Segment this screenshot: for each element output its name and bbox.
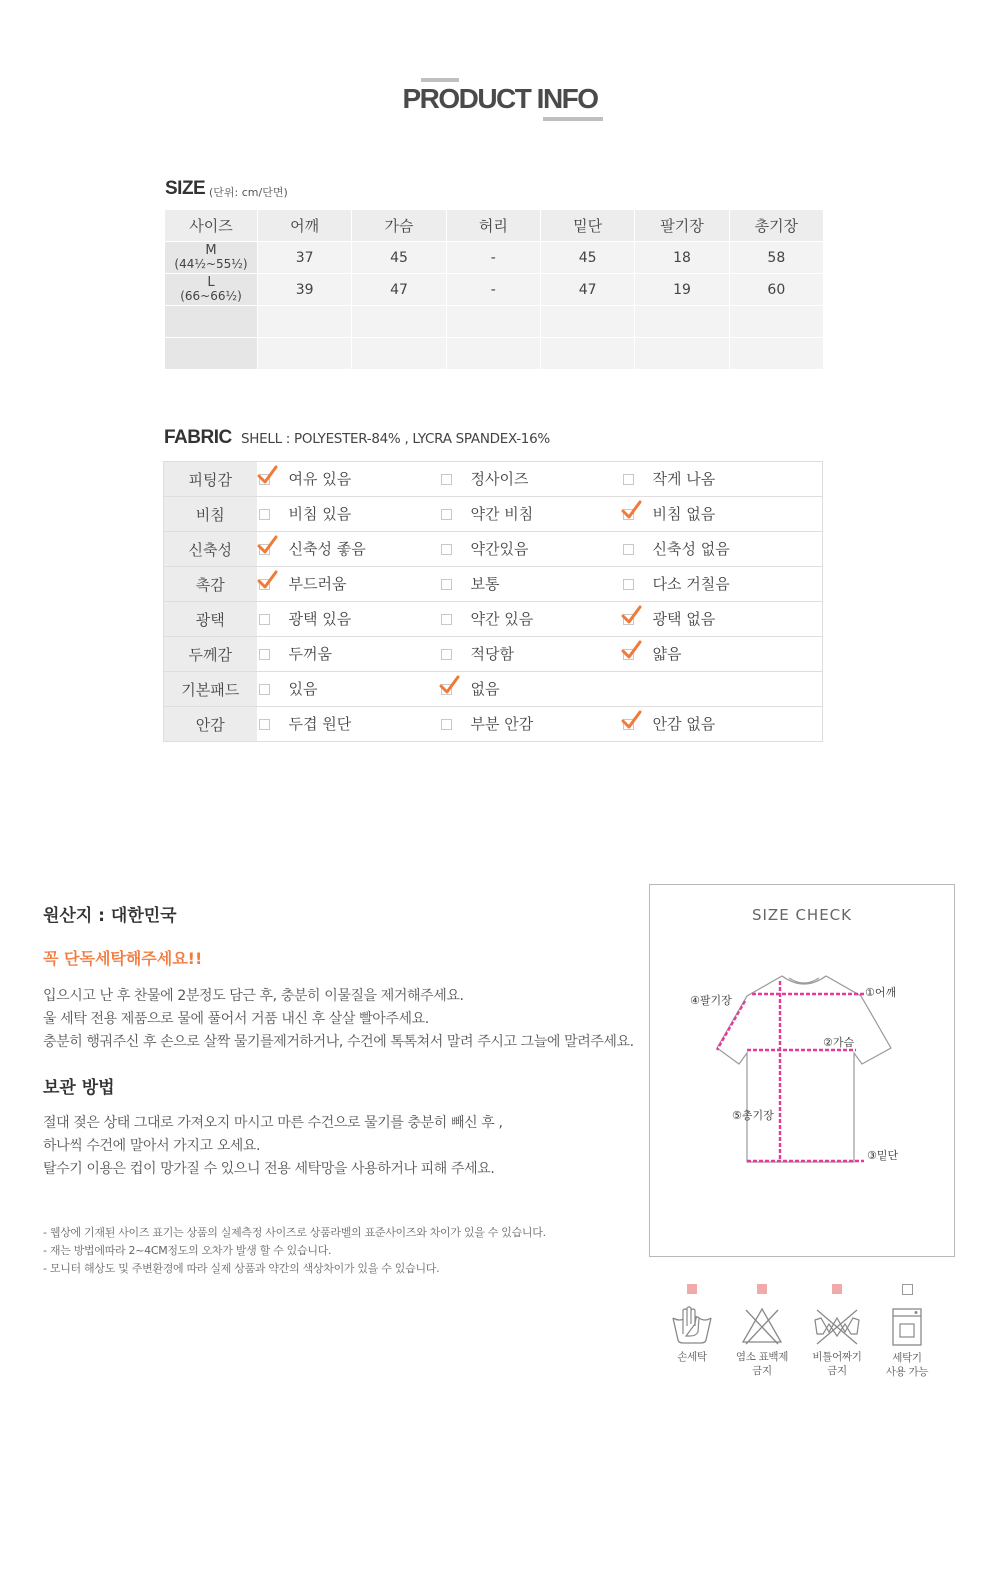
fabric-option bbox=[439, 602, 621, 636]
fabric-option-label: 비침 있음 bbox=[288, 505, 352, 523]
fabric-option-cell bbox=[257, 602, 439, 637]
fabric-option-label: 비침 없음 bbox=[652, 505, 716, 523]
fabric-row-label: 광택 bbox=[164, 602, 257, 637]
checkbox-icon bbox=[441, 614, 452, 625]
fabric-option-label: 광택 없음 bbox=[652, 610, 716, 628]
storage-title: 보관 방법 bbox=[43, 1078, 115, 1098]
size-unit: (단위: cm/단면) bbox=[209, 186, 288, 199]
fabric-option bbox=[257, 567, 439, 601]
empty-cell bbox=[446, 306, 540, 338]
length-label: ⑤총기장 bbox=[732, 1109, 774, 1122]
size-value: 47 bbox=[540, 274, 634, 306]
no-wring-icon bbox=[813, 1306, 861, 1346]
empty-cell bbox=[258, 306, 352, 338]
fabric-option-label: 있음 bbox=[288, 680, 318, 698]
fabric-option bbox=[439, 637, 621, 671]
fabric-option bbox=[439, 532, 621, 566]
fabric-option-label: 정사이즈 bbox=[470, 470, 529, 488]
empty-cell bbox=[729, 338, 823, 370]
fabric-option-cell bbox=[439, 497, 621, 532]
fabric-option bbox=[257, 672, 439, 706]
checkbox-icon bbox=[441, 474, 452, 485]
fabric-option bbox=[439, 567, 621, 601]
empty-cell bbox=[635, 338, 729, 370]
wash-icon-label: 손세탁 bbox=[677, 1351, 707, 1363]
fabric-row-label: 신축성 bbox=[164, 532, 257, 567]
size-value: 47 bbox=[352, 274, 446, 306]
fabric-option-cell bbox=[621, 497, 823, 532]
fabric-option bbox=[621, 637, 823, 671]
selected-indicator bbox=[757, 1284, 767, 1294]
fabric-row bbox=[164, 497, 823, 532]
size-value: 60 bbox=[729, 274, 823, 306]
empty-cell bbox=[540, 338, 634, 370]
fabric-row-label: 촉감 bbox=[164, 567, 257, 602]
check-icon bbox=[256, 465, 278, 487]
wash-icon-no-bleach bbox=[722, 1284, 802, 1378]
fabric-option-cell bbox=[439, 602, 621, 637]
fabric-option-cell bbox=[621, 707, 823, 742]
fabric-option-cell bbox=[439, 637, 621, 672]
label-line-1: 세탁기 bbox=[892, 1352, 922, 1364]
fabric-option-cell bbox=[257, 637, 439, 672]
fabric-option-label: 신축성 없음 bbox=[652, 540, 730, 558]
sleeve-label: ④팔기장 bbox=[690, 994, 732, 1007]
empty-cell bbox=[540, 306, 634, 338]
size-name: L bbox=[207, 275, 215, 290]
size-table bbox=[164, 209, 824, 370]
fabric-option bbox=[257, 637, 439, 671]
disclaimer-note: - 모니터 해상도 및 주변환경에 따라 실제 상품과 약간의 색상차이가 있을 수 있습니다. bbox=[43, 1262, 440, 1275]
fabric-option bbox=[621, 567, 823, 601]
tshirt-diagram bbox=[649, 884, 955, 1257]
fabric-option-cell bbox=[257, 497, 439, 532]
fabric-option bbox=[257, 462, 439, 496]
fabric-option-cell bbox=[257, 462, 439, 497]
size-col-header: 밑단 bbox=[540, 210, 634, 242]
fabric-option-label: 광택 있음 bbox=[288, 610, 352, 628]
size-col-header: 사이즈 bbox=[165, 210, 258, 242]
size-col-header: 팔기장 bbox=[635, 210, 729, 242]
fabric-option bbox=[621, 532, 823, 566]
fabric-row-label: 안감 bbox=[164, 707, 257, 742]
wash-instruction: 충분히 행궈주신 후 손으로 살짝 물기를제거하거나, 수건에 톡톡쳐서 말려 주시고 그늘에 말려주세요. bbox=[43, 1034, 634, 1050]
fabric-option bbox=[621, 462, 823, 496]
fabric-option bbox=[621, 602, 823, 636]
checkbox-icon bbox=[623, 579, 634, 590]
fabric-option bbox=[621, 707, 823, 741]
checkbox-icon bbox=[259, 614, 270, 625]
fabric-row bbox=[164, 602, 823, 637]
fabric-option-cell bbox=[257, 532, 439, 567]
checkbox-icon bbox=[441, 649, 452, 660]
size-label-cell bbox=[165, 274, 258, 306]
wash-icon-washer bbox=[867, 1284, 947, 1379]
header-bar-top bbox=[421, 78, 459, 82]
size-label-cell bbox=[165, 242, 258, 274]
fabric-option-label: 보통 bbox=[470, 575, 500, 593]
hem-label: ③밑단 bbox=[867, 1149, 899, 1162]
fabric-option-cell bbox=[257, 672, 439, 707]
fabric-option-label: 약간 비침 bbox=[470, 505, 534, 523]
size-value: 39 bbox=[258, 274, 352, 306]
hand-wash-icon bbox=[670, 1306, 714, 1346]
check-icon bbox=[256, 570, 278, 592]
wash-warning: 꼭 단독세탁해주세요!! bbox=[43, 949, 203, 968]
fabric-row bbox=[164, 567, 823, 602]
wash-icon-label bbox=[722, 1350, 802, 1378]
size-value: 37 bbox=[258, 242, 352, 274]
checkbox-icon bbox=[623, 474, 634, 485]
checkbox-icon bbox=[259, 684, 270, 695]
empty-cell bbox=[165, 306, 258, 338]
checkbox-icon bbox=[623, 544, 634, 555]
label-line-1: 염소 표백제 bbox=[735, 1351, 789, 1363]
header-bar-bottom bbox=[543, 117, 603, 121]
empty-cell bbox=[352, 306, 446, 338]
size-table-header bbox=[165, 210, 824, 242]
empty-cell bbox=[446, 338, 540, 370]
fabric-option-label: 부분 안감 bbox=[470, 715, 534, 733]
fabric-row-label: 두께감 bbox=[164, 637, 257, 672]
fabric-row-label: 피팅감 bbox=[164, 462, 257, 497]
fabric-option-label: 약간있음 bbox=[470, 540, 529, 558]
fabric-option-label: 두겹 원단 bbox=[288, 715, 352, 733]
disclaimer-note: - 웹상에 기재된 사이즈 표기는 상품의 실제측정 사이즈로 상품라벨의 표준사이즈와 차이가 있을 수 있습니다. bbox=[43, 1226, 546, 1239]
fabric-option-cell bbox=[621, 637, 823, 672]
fabric-option bbox=[257, 532, 439, 566]
table-row bbox=[165, 274, 824, 306]
washer-icon bbox=[887, 1307, 927, 1347]
empty-cell bbox=[352, 338, 446, 370]
check-icon bbox=[620, 500, 642, 522]
size-name: M bbox=[205, 243, 217, 258]
check-icon bbox=[256, 535, 278, 557]
fabric-option-cell bbox=[439, 672, 621, 707]
fabric-row bbox=[164, 637, 823, 672]
size-value: 19 bbox=[635, 274, 729, 306]
fabric-option-label: 작게 나옴 bbox=[652, 470, 716, 488]
check-icon bbox=[620, 605, 642, 627]
fabric-option-label: 얇음 bbox=[652, 645, 682, 663]
size-value: 45 bbox=[352, 242, 446, 274]
fabric-composition: SHELL : POLYESTER-84% , LYCRA SPANDEX-16% bbox=[241, 431, 550, 447]
no-bleach-icon bbox=[740, 1306, 784, 1346]
selected-indicator bbox=[687, 1284, 697, 1294]
fabric-row bbox=[164, 672, 823, 707]
fabric-row bbox=[164, 707, 823, 742]
empty-row bbox=[165, 306, 824, 338]
fabric-option bbox=[621, 497, 823, 531]
fabric-option bbox=[439, 462, 621, 496]
wash-instruction: 입으시고 난 후 찬물에 2분정도 담근 후, 충분히 이물질을 제거해주세요. bbox=[43, 988, 464, 1004]
empty-row bbox=[165, 338, 824, 370]
page-title: PRODUCT INFO bbox=[402, 83, 598, 114]
shoulder-label: ①어깨 bbox=[865, 986, 897, 999]
fabric-option-cell bbox=[257, 707, 439, 742]
checkbox-icon bbox=[441, 509, 452, 520]
wash-icon-hand bbox=[652, 1284, 732, 1364]
fabric-option-cell bbox=[621, 602, 823, 637]
fabric-option-cell bbox=[439, 532, 621, 567]
empty-cell bbox=[165, 338, 258, 370]
size-value: - bbox=[446, 242, 540, 274]
fabric-option-label: 약간 있음 bbox=[470, 610, 534, 628]
fabric-option-cell bbox=[439, 567, 621, 602]
empty-cell bbox=[258, 338, 352, 370]
check-icon bbox=[620, 710, 642, 732]
table-row bbox=[165, 242, 824, 274]
wash-icon-label bbox=[867, 1351, 947, 1379]
origin-label: 원산지 : 대한민국 bbox=[43, 906, 177, 926]
size-col-header: 어깨 bbox=[258, 210, 352, 242]
disclaimer-note: - 재는 방법에따라 2~4CM정도의 오차가 발생 할 수 있습니다. bbox=[43, 1244, 332, 1257]
fabric-option bbox=[257, 707, 439, 741]
fabric-option-cell bbox=[621, 672, 823, 707]
size-col-header: 가슴 bbox=[352, 210, 446, 242]
size-check-title: SIZE CHECK bbox=[751, 906, 852, 924]
fabric-option-label: 두꺼움 bbox=[288, 645, 332, 663]
fabric-option-cell bbox=[621, 462, 823, 497]
fabric-option-cell bbox=[439, 462, 621, 497]
chest-label: ②가슴 bbox=[823, 1036, 855, 1049]
fabric-row bbox=[164, 462, 823, 497]
size-heading: SIZE bbox=[165, 178, 206, 199]
fabric-option-label: 적당함 bbox=[470, 645, 514, 663]
size-value: 58 bbox=[729, 242, 823, 274]
fabric-option-label: 부드러움 bbox=[288, 575, 347, 593]
storage-instruction: 하나씩 수건에 말아서 가지고 오세요. bbox=[43, 1138, 261, 1154]
size-value: 45 bbox=[540, 242, 634, 274]
label-line-2: 사용 가능 bbox=[885, 1366, 929, 1378]
size-value: 18 bbox=[635, 242, 729, 274]
fabric-option-cell bbox=[621, 532, 823, 567]
fabric-row-label: 기본패드 bbox=[164, 672, 257, 707]
label-line-2: 금지 bbox=[827, 1365, 847, 1377]
wash-instruction: 울 세탁 전용 제품으로 물에 풀어서 거품 내신 후 살살 빨아주세요. bbox=[43, 1011, 429, 1027]
size-col-header: 허리 bbox=[446, 210, 540, 242]
fabric-option-label: 다소 거칠음 bbox=[652, 575, 730, 593]
fabric-option-label: 안감 없음 bbox=[652, 715, 716, 733]
storage-instruction: 절대 젖은 상태 그대로 가져오지 마시고 마른 수건으로 물기를 충분히 빼신 후 , bbox=[43, 1115, 503, 1131]
fabric-option bbox=[439, 707, 621, 741]
check-icon bbox=[438, 675, 460, 697]
checkbox-icon bbox=[441, 719, 452, 730]
fabric-option bbox=[257, 497, 439, 531]
checkbox-icon bbox=[259, 719, 270, 730]
fabric-option-cell bbox=[257, 567, 439, 602]
unselected-indicator bbox=[902, 1284, 913, 1295]
fabric-option-cell bbox=[621, 567, 823, 602]
checkbox-icon bbox=[441, 544, 452, 555]
size-value: - bbox=[446, 274, 540, 306]
fabric-row bbox=[164, 532, 823, 567]
wash-icon-label bbox=[797, 1350, 877, 1378]
fabric-option-label: 없음 bbox=[470, 680, 500, 698]
fabric-option bbox=[439, 497, 621, 531]
empty-cell bbox=[635, 306, 729, 338]
empty-cell bbox=[729, 306, 823, 338]
fabric-row-label: 비침 bbox=[164, 497, 257, 532]
fabric-option-cell bbox=[439, 707, 621, 742]
fabric-table bbox=[163, 461, 823, 742]
fabric-option bbox=[257, 602, 439, 636]
label-line-2: 금지 bbox=[752, 1365, 772, 1377]
fabric-option-label: 신축성 좋음 bbox=[288, 540, 366, 558]
checkbox-icon bbox=[259, 649, 270, 660]
size-range: (66~66½) bbox=[180, 289, 242, 303]
size-range: (44½~55½) bbox=[174, 257, 248, 271]
fabric-option-label: 여유 있음 bbox=[288, 470, 352, 488]
fabric-heading: FABRIC bbox=[164, 427, 232, 448]
size-col-header: 총기장 bbox=[729, 210, 823, 242]
checkbox-icon bbox=[259, 509, 270, 520]
selected-indicator bbox=[832, 1284, 842, 1294]
storage-instruction: 탈수기 이용은 컵이 망가질 수 있으니 전용 세탁망을 사용하거나 피해 주세요. bbox=[43, 1161, 495, 1177]
fabric-option bbox=[439, 672, 621, 706]
wash-icon-no-wring bbox=[797, 1284, 877, 1378]
check-icon bbox=[620, 640, 642, 662]
label-line-1: 비틀어짜기 bbox=[812, 1351, 862, 1363]
checkbox-icon bbox=[441, 579, 452, 590]
